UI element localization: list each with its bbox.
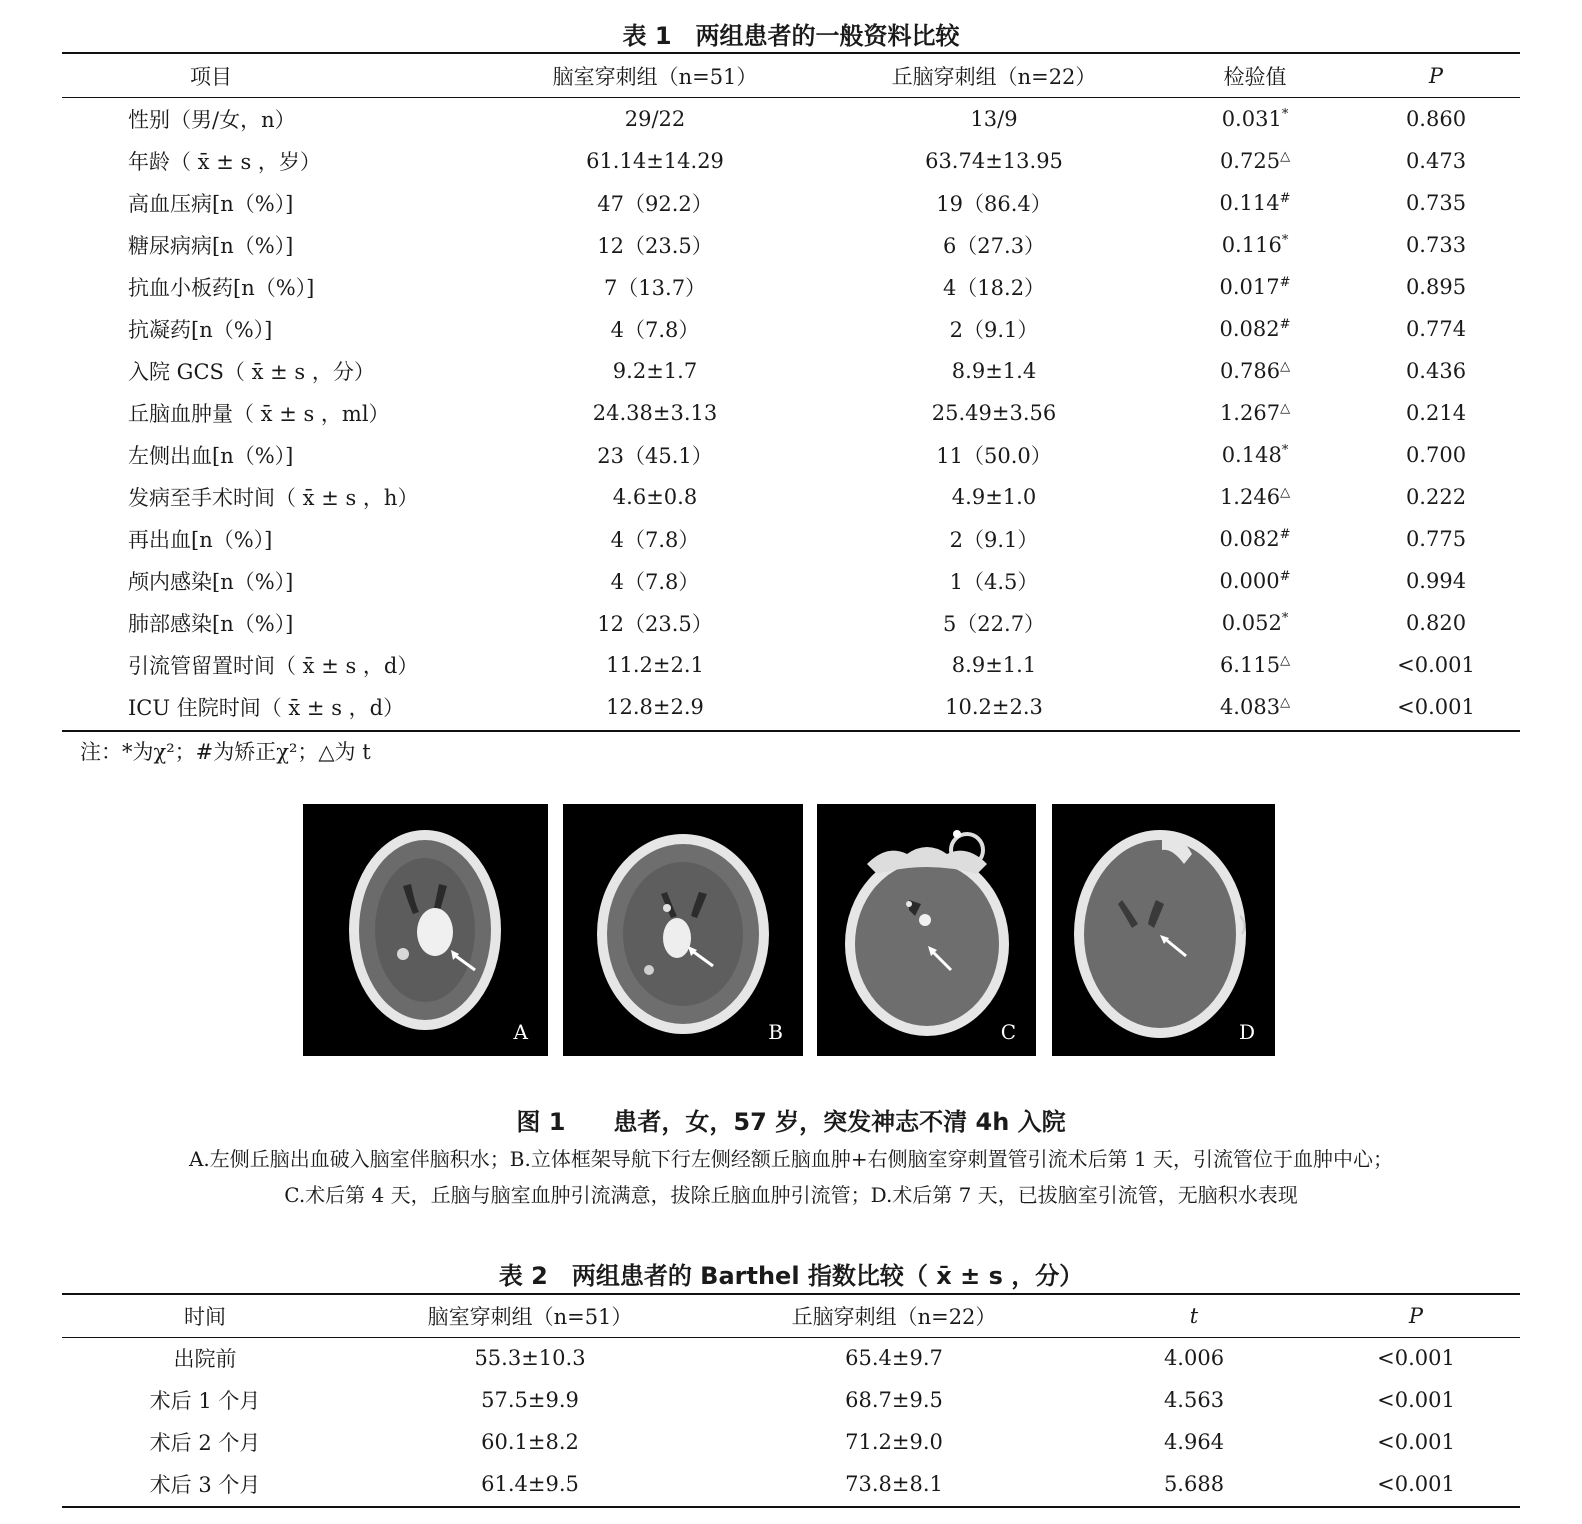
table1-statistic-value: 1.246	[1219, 485, 1281, 509]
table2-header-group2: 丘脑穿刺组（n=22）	[791, 1305, 997, 1329]
table1-cell-item: 左侧出血[n（%）]	[128, 444, 294, 468]
table1-statistic-mark: #	[1279, 275, 1291, 290]
table1-cell-p: <0.001	[1397, 653, 1475, 677]
table1-cell-item: 抗凝药[n（%）]	[128, 318, 273, 342]
table2-cell-group1: 57.5±9.9	[481, 1388, 579, 1412]
table1-statistic-value: 0.052	[1221, 611, 1282, 635]
table1-cell-group1: 12（23.5）	[597, 234, 713, 258]
table1-cell-p: 0.735	[1405, 191, 1467, 215]
table1-row	[62, 308, 1520, 350]
table1-row	[62, 350, 1520, 392]
table1-cell-item: 引流管留置时间（ x̄ ± s ，d）	[128, 654, 419, 678]
table1-row	[62, 602, 1520, 644]
table1-cell-p: 0.733	[1405, 233, 1467, 257]
figure1-caption-line1: A.左侧丘脑出血破入脑室伴脑积水；B.立体框架导航下行左侧经额丘脑血肿+右侧脑室穿刺置管引流术后第 1 天，引流管位于血肿中心；	[188, 1147, 1394, 1171]
table1-cell-group2: 19（86.4）	[936, 192, 1052, 216]
table1-cell-statistic	[1158, 644, 1352, 686]
table1-cell-p: <0.001	[1397, 695, 1475, 719]
table1-cell-statistic	[1158, 224, 1352, 266]
table1-statistic-mark: △	[1280, 695, 1291, 710]
table1-cell-item: 糖尿病病[n（%）]	[128, 234, 294, 258]
table2-header-p: P	[1408, 1304, 1424, 1328]
table2-row	[62, 1463, 1520, 1505]
table1-statistic-mark: △	[1280, 653, 1291, 668]
figure1-title: 图 1 患者，女，57 岁，突发神志不清 4h 入院	[516, 1108, 1066, 1136]
table1-cell-group1: 4（7.8）	[610, 570, 700, 594]
table1-cell-group1: 29/22	[624, 107, 686, 131]
table2-bottom-rule	[62, 1506, 1520, 1508]
table1-statistic-mark: *	[1281, 611, 1289, 626]
table2-row	[62, 1379, 1520, 1421]
ct-scan-image	[563, 804, 803, 1056]
table1-statistic-mark: △	[1280, 485, 1291, 500]
table1-cell-group2: 63.74±13.95	[925, 149, 1063, 173]
table1-cell-group1: 9.2±1.7	[612, 359, 698, 383]
table2-cell-t: 4.964	[1163, 1430, 1225, 1454]
table1-cell-statistic	[1158, 98, 1352, 140]
table1-cell-statistic	[1158, 182, 1352, 224]
table1-statistic-mark: △	[1280, 149, 1291, 164]
table1-statistic-value: 0.116	[1221, 233, 1282, 257]
table1-cell-statistic	[1158, 350, 1352, 392]
ct-scan-image	[817, 804, 1036, 1056]
table2-header-group1: 脑室穿刺组（n=51）	[427, 1305, 633, 1329]
table2-cell-group2: 65.4±9.7	[845, 1346, 943, 1370]
table1-cell-group1: 23（45.1）	[597, 444, 713, 468]
table2-cell-p: <0.001	[1377, 1346, 1455, 1370]
table1-cell-p: 0.775	[1405, 527, 1467, 551]
table1-cell-p: 0.774	[1405, 317, 1467, 341]
panel-label: B	[768, 1020, 783, 1044]
table1-header-statistic: 检验值	[1223, 65, 1287, 89]
table1-header-row	[62, 54, 1520, 98]
table1-cell-statistic	[1158, 140, 1352, 182]
table1-row	[62, 560, 1520, 602]
table1-statistic-mark: △	[1280, 359, 1291, 374]
table1-cell-item: 发病至手术时间（ x̄ ± s ，h）	[128, 486, 419, 510]
table1-cell-group2: 4.9±1.0	[951, 485, 1037, 509]
table1-cell-group1: 24.38±3.13	[592, 401, 718, 425]
table1-cell-p: 0.222	[1405, 485, 1467, 509]
table2-cell-t: 4.006	[1163, 1346, 1225, 1370]
table1-statistic-value: 0.786	[1219, 359, 1281, 383]
table1-cell-group1: 47（92.2）	[597, 192, 713, 216]
table1-statistic-value: 1.267	[1219, 401, 1281, 425]
table1-statistic-value: 0.031	[1221, 107, 1282, 131]
table1-row	[62, 140, 1520, 182]
table1-statistic-value: 0.114	[1219, 191, 1280, 215]
table1-row	[62, 476, 1520, 518]
table1-statistic-mark: #	[1279, 527, 1291, 542]
table1-statistic-mark: #	[1279, 191, 1291, 206]
table1-cell-item: 入院 GCS（ x̄ ± s ，分）	[128, 360, 375, 384]
table1-cell-p: 0.994	[1405, 569, 1467, 593]
table2-cell-t: 4.563	[1163, 1388, 1225, 1412]
table1-cell-item: 丘脑血肿量（ x̄ ± s ，ml）	[128, 402, 390, 426]
table1-cell-group1: 61.14±14.29	[586, 149, 724, 173]
table1-row	[62, 686, 1520, 728]
table1-row	[62, 224, 1520, 266]
table2-header-time: 时间	[184, 1305, 226, 1329]
table2-cell-group2: 68.7±9.5	[845, 1388, 943, 1412]
table1-cell-item: 性别（男/女，n）	[128, 108, 296, 132]
table2	[62, 1295, 1520, 1505]
table1-statistic-value: 0.725	[1219, 149, 1281, 173]
table2-header-t: t	[1189, 1304, 1199, 1328]
table2-row	[62, 1421, 1520, 1463]
table1-cell-group2: 11（50.0）	[936, 444, 1052, 468]
table1-row	[62, 434, 1520, 476]
table1-header-group1: 脑室穿刺组（n=51）	[552, 65, 758, 89]
table1-cell-p: 0.700	[1405, 443, 1467, 467]
table1	[62, 54, 1520, 728]
table2-cell-p: <0.001	[1377, 1388, 1455, 1412]
ct-panel-b	[563, 804, 803, 1056]
table1-statistic-mark: #	[1279, 569, 1291, 584]
table2-cell-p: <0.001	[1377, 1430, 1455, 1454]
table1-cell-group1: 7（13.7）	[603, 276, 707, 300]
table1-cell-group2: 2（9.1）	[949, 528, 1039, 552]
table2-cell-time: 术后 2 个月	[149, 1431, 261, 1455]
table1-cell-statistic	[1158, 266, 1352, 308]
table1-cell-group2: 8.9±1.1	[951, 653, 1037, 677]
table1-cell-group2: 4（18.2）	[942, 276, 1046, 300]
table2-cell-group1: 61.4±9.5	[481, 1472, 579, 1496]
table1-cell-group2: 1（4.5）	[949, 570, 1039, 594]
table2-title: 表 2 两组患者的 Barthel 指数比较（ x̄ ± s ，分）	[498, 1262, 1084, 1290]
table1-cell-p: 0.895	[1405, 275, 1467, 299]
table1-cell-item: ICU 住院时间（ x̄ ± s ，d）	[128, 696, 405, 720]
table2-cell-t: 5.688	[1163, 1472, 1225, 1496]
table2-cell-group2: 73.8±8.1	[845, 1472, 943, 1496]
panel-label: C	[1000, 1020, 1016, 1044]
table1-statistic-value: 0.017	[1219, 275, 1280, 299]
table1-cell-group2: 25.49±3.56	[931, 401, 1057, 425]
ct-scan-image	[303, 804, 548, 1056]
table1-cell-group1: 12.8±2.9	[606, 695, 704, 719]
table1-cell-group1: 12（23.5）	[597, 612, 713, 636]
table1-cell-statistic	[1158, 308, 1352, 350]
table1-header-group2: 丘脑穿刺组（n=22）	[891, 65, 1097, 89]
table1-statistic-value: 0.148	[1221, 443, 1282, 467]
table1-cell-group2: 10.2±2.3	[945, 695, 1043, 719]
table2-row	[62, 1337, 1520, 1379]
table1-cell-p: 0.436	[1405, 359, 1467, 383]
table1-statistic-mark: *	[1281, 107, 1289, 122]
table1-row	[62, 392, 1520, 434]
table1-cell-group1: 4.6±0.8	[612, 485, 698, 509]
table1-row	[62, 644, 1520, 686]
table1-cell-item: 高血压病[n（%）]	[128, 192, 294, 216]
table1-statistic-value: 0.000	[1219, 569, 1280, 593]
ct-panel-d	[1052, 804, 1275, 1056]
table1-statistic-mark: △	[1280, 401, 1291, 416]
ct-panel-c	[817, 804, 1036, 1056]
table1-cell-group2: 13/9	[970, 107, 1018, 131]
table1-row	[62, 98, 1520, 140]
table1-cell-item: 抗血小板药[n（%）]	[128, 276, 315, 300]
table1-statistic-mark: *	[1281, 233, 1289, 248]
figure1-caption-line2: C.术后第 4 天，丘脑与脑室血肿引流满意，拔除丘脑血肿引流管；D.术后第 7 天，已拔脑室引流管，无脑积水表现	[284, 1183, 1298, 1207]
table2-cell-p: <0.001	[1377, 1472, 1455, 1496]
table1-cell-p: 0.860	[1405, 107, 1467, 131]
table2-cell-time: 术后 3 个月	[149, 1473, 261, 1497]
table1-cell-statistic	[1158, 560, 1352, 602]
table2-cell-group2: 71.2±9.0	[845, 1430, 943, 1454]
table1-cell-group1: 11.2±2.1	[606, 653, 704, 677]
table2-cell-time: 出院前	[173, 1347, 237, 1371]
table1-cell-group2: 2（9.1）	[949, 318, 1039, 342]
table1-cell-item: 肺部感染[n（%）]	[128, 612, 294, 636]
table1-cell-item: 颅内感染[n（%）]	[128, 570, 294, 594]
table1-cell-group2: 5（22.7）	[942, 612, 1046, 636]
table1-note: 注：*为χ²；#为矫正χ²；△为 t	[80, 740, 371, 764]
table2-header-row	[62, 1295, 1520, 1337]
table1-cell-statistic	[1158, 686, 1352, 728]
table1-header-item: 项目	[190, 65, 232, 89]
table1-cell-group2: 6（27.3）	[942, 234, 1046, 258]
table1-cell-statistic	[1158, 602, 1352, 644]
table1-statistic-mark: *	[1281, 443, 1289, 458]
panel-label: D	[1238, 1020, 1255, 1044]
table1-cell-statistic	[1158, 518, 1352, 560]
table1-statistic-mark: #	[1279, 317, 1291, 332]
table1-statistic-value: 0.082	[1219, 527, 1280, 551]
table1-cell-group2: 8.9±1.4	[951, 359, 1037, 383]
table1-cell-statistic	[1158, 434, 1352, 476]
table1-cell-statistic	[1158, 392, 1352, 434]
table1-header-p: P	[1428, 64, 1444, 88]
table1-cell-group1: 4（7.8）	[610, 528, 700, 552]
table2-cell-time: 术后 1 个月	[149, 1389, 261, 1413]
table1-cell-p: 0.473	[1405, 149, 1467, 173]
table1-row	[62, 266, 1520, 308]
table1-bottom-rule	[62, 730, 1520, 732]
table1-title: 表 1 两组患者的一般资料比较	[622, 22, 960, 50]
ct-scan-image	[1052, 804, 1275, 1056]
ct-panel-a	[303, 804, 548, 1056]
table1-cell-item: 再出血[n（%）]	[128, 528, 273, 552]
table1-statistic-value: 4.083	[1219, 695, 1281, 719]
table1-statistic-value: 0.082	[1219, 317, 1280, 341]
table2-cell-group1: 55.3±10.3	[474, 1346, 586, 1370]
table1-cell-group1: 4（7.8）	[610, 318, 700, 342]
table1-cell-statistic	[1158, 476, 1352, 518]
table2-cell-group1: 60.1±8.2	[481, 1430, 579, 1454]
table1-cell-p: 0.820	[1405, 611, 1467, 635]
table1-statistic-value: 6.115	[1219, 653, 1281, 677]
panel-label: A	[513, 1020, 528, 1044]
table1-row	[62, 182, 1520, 224]
table1-row	[62, 518, 1520, 560]
table1-cell-p: 0.214	[1405, 401, 1467, 425]
table1-cell-item: 年龄（ x̄ ± s ，岁）	[128, 150, 321, 174]
